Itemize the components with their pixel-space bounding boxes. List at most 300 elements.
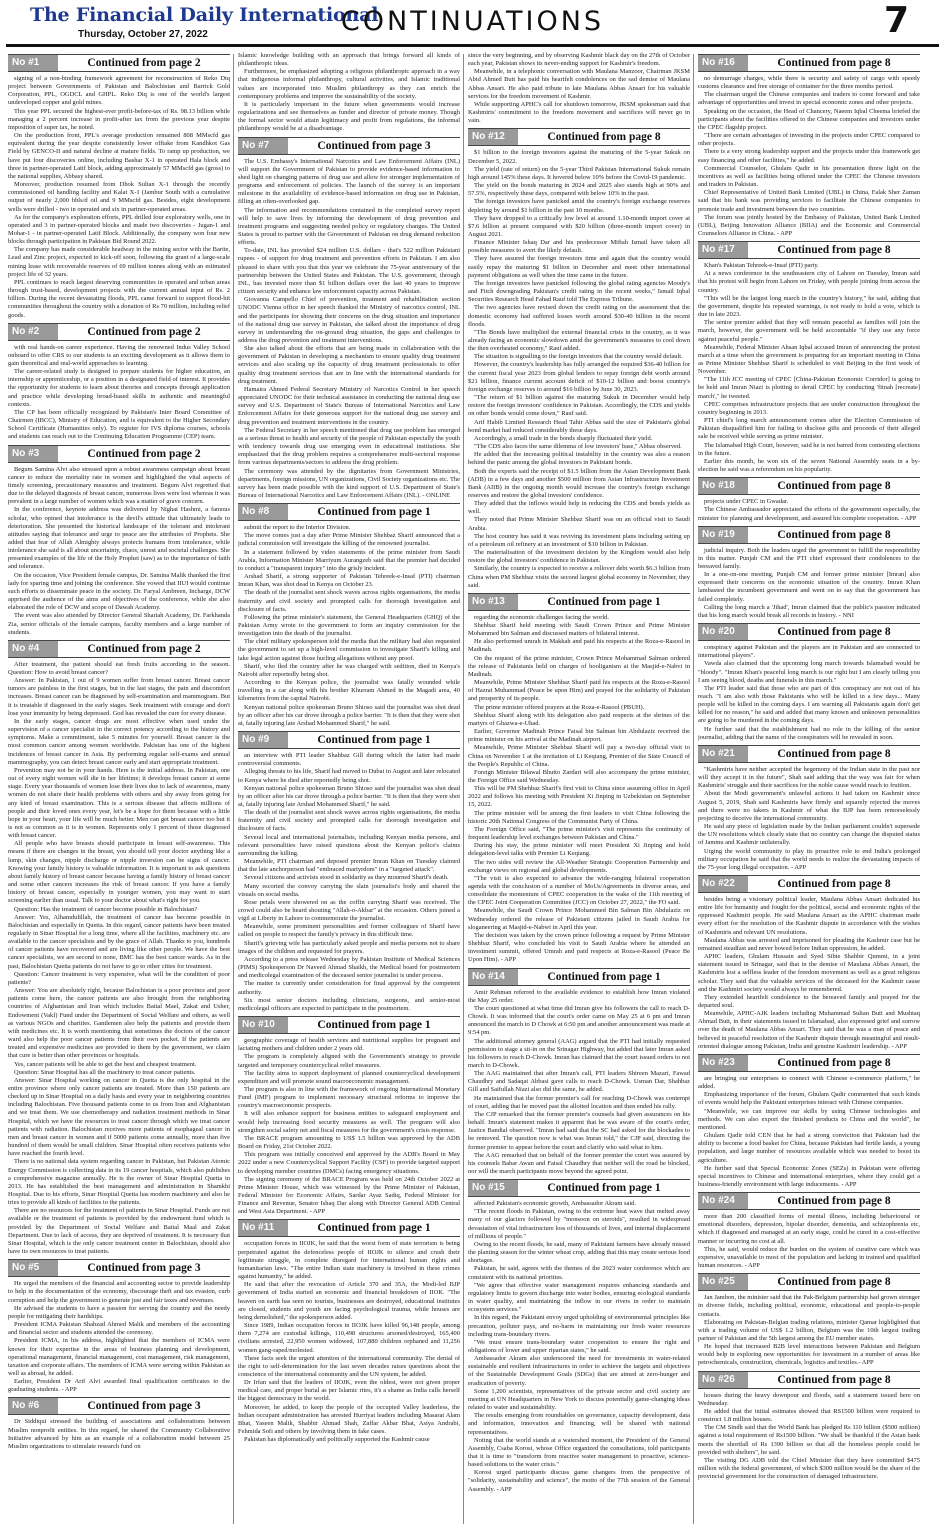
article <box>698 1192 920 1270</box>
article-paragraph: APHC leaders, Ghulam Hussain and Syed Sibte Shabbir Qummi, in a joint statement issued in Srinagar, said that in the demise of Maulana Abbas Ansari, the Kashmiris lost a selfless leader of the freedom movement as well as a great religious scholar. They said that the valuable services of the deceased for the Kashmir cause and the Kashmiri society would always be remembered. <box>698 953 920 993</box>
article-paragraph: "Kashmiris have neither accepted the hegemony of the Indian state in the past nor will they accept it in the future", Shah said adding that the way was fair for when Kashmiris' struggle and their sacrifices for the noble cause would reach to fruition. <box>698 765 920 790</box>
article-paragraph: The signing ceremony of the BRACE Program was held on 24th October 2022 at Prime Minister House, which was witnessed by the Prime Minister of Pakistan, Federal Minister for Economic Affairs, Sardar Ayaz Sadiq, Federal Minister for Finance and Revenue, Senator Ishaq Dar along with Director General ADB Central and West Asia Department. - APP <box>238 1175 460 1216</box>
continued-from-label: Continued from page 2 <box>87 642 201 655</box>
column-4 <box>698 52 920 1526</box>
article-number-badge: No #8 <box>238 504 288 520</box>
article-paragraph: Six most senior doctors including clinicians, surgeons, and senior-most medicolegal officers are expected to participate in the postmortem. <box>238 996 460 1012</box>
article-paragraph: Several citizens and activists stood in solidarity as they mourned Sharif's death. <box>244 874 449 882</box>
article-header <box>468 128 690 146</box>
article-header <box>698 1371 920 1389</box>
article-paragraph: Vawda also claimed that the upcoming long march towards Islamabad would be "bloody". "Imran Khan's peaceful long march is our right but I am clearly telling you I am seeing blood, deaths and funerals in this march." <box>698 660 920 684</box>
article-paragraph: In a statement followed by video statements of the prime minister from Saudi Arabia, Information Minister Marriyum Aurangzeb said that the premier had decided to conduct a "transparent inquiry" into the grisly incident. <box>238 548 460 572</box>
article <box>8 323 230 442</box>
article-number-badge: No #12 <box>468 129 518 145</box>
article-paragraph: Shehbaz Sharif held meeting with Saudi Crown Prince and Prime Minister Mohammed bin Salman and discussed matters of bilateral interest. <box>468 622 690 638</box>
article-header <box>698 54 920 72</box>
article-number-badge: No #7 <box>238 138 288 154</box>
article-paragraph: The foreign investors have panicked following the global rating agencies Moody's and Fitch downgrading Pakistan's credit rating in the recent weeks," Ismail Iqbal Securities Research Head Fahad Rauf told The Express Tribune. <box>468 279 690 304</box>
column-divider <box>693 54 694 1524</box>
article <box>8 1259 230 1394</box>
article-paragraph: The two sides will review the All-Weather Strategic Cooperation Partnership and exchange views on regional and global developments. <box>468 858 690 874</box>
article-paragraph: Earlier, President Dr Arif Alvi awarded final qualification certificates to the graduating students. - APP <box>8 1378 230 1394</box>
article-header <box>468 968 690 986</box>
article-number-badge: No #14 <box>468 969 518 985</box>
article <box>698 1371 920 1482</box>
continued-from-label: Continued from page 3 <box>317 139 431 152</box>
article-paragraph: Commercial Counselor, Ghulam Qadir in his presentation threw light on the incentives as well as facilities being offered under the CPEC the Chinese investors and traders in Pakistan. <box>698 164 920 189</box>
column-2 <box>238 52 460 1526</box>
continued-from-label: Continued from page 8 <box>777 1276 891 1289</box>
article-paragraph: At a news conference in the southeastern city of Lahore on Tuesday, Imran said that his protest will begin from Lahore on Friday, with people joining from across the country. <box>698 270 920 294</box>
article-paragraph: Emphasizing importance of the forum, Ghulam Qadir commented that such kinds of events would help the Pakistani enterprises interact with Chinese companies. <box>698 1091 920 1107</box>
article-paragraph: houses during the heavy downpour and floods, said a statement issued here on Wednesday. <box>698 1391 920 1407</box>
article-paragraph: Kenyan national police spokesman Bruno Shioso said the journalist was shot dead by an officer after his car drove through a police barrier. "It is then that they were shot at, fatally injuring late Arshad Mohammed Sharif," he said. <box>238 703 460 727</box>
article-number-badge: No #6 <box>8 1398 58 1414</box>
article-paragraph: As for the company's exploration efforts, PPL drilled four exploratory wells, one in operated and 3 in partner-operated blocks and made two discoveries - Jugan-1 and Mohar-1 - in partner-operated Latif Block. Additionally, the company won four new blocks through participation in Pakistan Bid Round 2022. <box>8 213 230 246</box>
article-paragraph: There are no resources for the treatment of patients in Sinar Hospital. Funds are not available or the treatment of patients is provided by the endowment fund which is provided by the Department of Social Welfare and Baital Maal and Zakat Department. Due to lack of access, they are deprived of treatment. It is necessary that Sinar Hospital, which is the only cancer treatment center in Balochistan, should also have its own resources to treat patients. <box>8 1207 230 1256</box>
article-paragraph: He added that the initial estimates showed that RS1500 billion were required to construct 1.8 million houses. <box>698 1407 920 1424</box>
article <box>698 745 920 872</box>
article-paragraph: He added that the increasing political instability in the country was also a reason behind the panic among the global investors in Pakistani bonds. <box>468 451 690 467</box>
article-paragraph: According to the Kenyan police, the journalist was fatally wounded while travelling in a car along with his brother Khurram Ahmed in the Magadi area, 40 kilometres from the capital Nairobi. <box>238 679 460 703</box>
article-paragraph: Question: Sinar Hospital has all the machinery to treat cancer patients. <box>14 1068 196 1076</box>
article-paragraph: The information and recommendations contained in the completed survey report will help to save lives by informing the development of drug prevention and treatment programs and suggesting needed policy or regulatory changes. The United States is proud to partner with the Government of Pakistan on drug demand reduction efforts. <box>238 206 460 247</box>
article-paragraph: The CJP remarked that the former premier's counsels had given assurances on his behalf. Imran's statement makes it apparent that he was aware of the court's order, Justice Bandial observed. "Imran had said that the SC had asked for the blockades to be removed. The question now is what was Imran told," the CJP said, directing the former premier to appear before the court and clarify who said what to him. <box>468 1110 690 1151</box>
article-paragraph: Pakistan has diplomatically and politically supported the Kashmir cause <box>244 1436 430 1444</box>
article-header <box>238 503 460 521</box>
article-header <box>8 1397 230 1415</box>
article-paragraph: The Federal Secretary in her speech mentioned that drug use problem has emerged as a serious threat to health and security of the people of Pakistan especially the youth with tendency towards drug use emerging even in educational institutions. She emphasized that the drug problem requires a comprehensive multi-sectoral response from various departments/sectors to address the drug problem. <box>238 426 460 467</box>
page-number: 7 <box>883 0 909 41</box>
continued-from-label: Continued from page 1 <box>317 506 431 519</box>
article-paragraph: Shehbaz Sharif along with his delegation also paid respects at the shrines of the martyrs of Ghazwa-e-Uhad. <box>468 711 690 727</box>
article-number-badge: No #17 <box>698 242 748 258</box>
article-paragraph: Arif Habib Limited Research Head Tahir Abbas said the size of Pakistan's global bond market had reduced considerably these days. <box>468 418 690 434</box>
article-paragraph: The Chinese Ambassador appreciated the efforts of the government especially, the minister for planning and development, and assured his complete cooperation. - APP <box>698 506 920 522</box>
article-paragraph: Yes, cancer patients will be able to get the best and cheapest treatment. <box>14 1060 197 1068</box>
article-paragraph: There is a very strong leadership support and the projects under this framework get easy financing and other facilities," he added. <box>698 148 920 164</box>
continued-from-label: Continued from page 1 <box>317 1019 431 1032</box>
article-paragraph: He further said that Special Economic Zones (SEZs) in Pakistan were offering special incentives to Chinese and international enterprises, where they could get a business-friendly environment with large inducements. - APP <box>698 1164 920 1188</box>
continued-from-label: Continued from page 8 <box>777 626 891 639</box>
article-paragraph: Pakistan, he said, agrees with the themes of the 2023 water conference which are consistent with its national priorities. <box>468 1265 690 1281</box>
article-paragraph: Meanwhile, the Saudi Crown Prince Mohammed Bin Salman Bin Abdulaziz on Wednesday ordered the release of Pakistani citizens jailed in Saudi Arabia for sloganeering at Masjid-e-Nabwi in April this year. <box>468 907 690 931</box>
continued-from-label: Continued from page 3 <box>87 1400 201 1413</box>
issue-date: Thursday, October 27, 2022 <box>78 29 208 40</box>
article-paragraph: Sharif, who fled the country after he was charged with sedition, died in Kenya's Nairobi after reportedly being shot. <box>238 662 460 678</box>
article-number-badge: No #15 <box>468 1180 518 1196</box>
masthead <box>0 0 945 52</box>
article <box>468 52 690 125</box>
article <box>698 477 920 522</box>
article-paragraph: $1 billion to the foreign investors against the maturing of the 5-year Sukuk on December 5, 2022. <box>468 149 690 165</box>
article-header <box>238 1016 460 1034</box>
article-number-badge: No #23 <box>698 1055 748 1071</box>
article-paragraph: The chief military spokesperson told the media that the military had also requested the government to set up a high-level commission to investigate Sharif's killing and take legal action against those hurling allegations without any proof. <box>238 638 460 662</box>
article <box>8 445 230 637</box>
article-paragraph: This program was initially conceived and approved by the ADB's Board in May 2022 under a new Countercyclical Support Facility (CSF) to provide targeted support to developing member countries (DMCs) facing emergency situations. <box>238 1151 460 1175</box>
article <box>238 1016 460 1216</box>
article-paragraph: This will be PM Shehbaz Sharif's first visit to China since assuming office in April 2022 and follows his meeting with President Xi Jinping in Uzbekistan on September 15, 2022. <box>468 785 690 809</box>
article-paragraph: PTI chief's long march announcement comes after the Election Commission of Pakistan disqualified him for failing to disclose gifts and proceeds of their alleged sale he received while serving as prime minister. <box>698 417 920 441</box>
article-paragraph: The PTI leader said that those who are part of this conspiracy are not out of his reach. "I am also with those Pakistanis who will be killed in a few days... Many people will be killed in the coming days. I am warning all Pakistanis again don't get killed for no reason," he said and added that many known and unknown personalities are going to be murdered in the coming days. <box>698 684 920 725</box>
article-paragraph: Khan's Pakistan Tehreek-e-Insaf (PTI) party. <box>704 262 819 270</box>
article-paragraph: According to a press release Wednesday by Pakistan Institute of Medical Sciences (PIMS) Spokesperson Dr Naveed Ahmad Shaikh, the Medical board for postmortem and medicolegal examination of the deceased senior journalist is under process. <box>238 955 460 980</box>
article-paragraph: The program is also in line with the framework of ongoing International Monetary Fund (IMF) program to implement necessary structural reforms to improve the country's macroeconomic prospects. <box>238 1085 460 1110</box>
article-paragraph: affected Pakistan's economic growth, Ambassador Akram said. <box>474 1200 636 1208</box>
article-paragraph: Speaking on the occasion, the Head of Chancery, Naeem Iqbal Cheema briefed the participants about the facilities offered to the Chinese companies and investors under the CPEC flagship project. <box>698 107 920 131</box>
article-paragraph: The materialisation of the investment decision by the Kingdom would also help restore the global investors' confidence in Pakistan. <box>468 549 690 565</box>
article-number-badge: No #4 <box>8 641 58 657</box>
article-paragraph: He advised the students to have a passion for serving the country and the needy people for mitigating their hardships. <box>8 1304 230 1320</box>
continued-from-label: Continued from page 8 <box>777 528 891 541</box>
article-paragraph: CPEC comprises infrastructure projects that are under construction throughout the country beginning in 2013. <box>698 400 920 416</box>
article-paragraph: Chief Representative of United Bank Limited (UBL) in China, Falak Sher Zaman said that his bank was providing services to facilitate the Chinese companies to promote trade and investment between the two countries. <box>698 189 920 213</box>
article-paragraph: Meanwhile, Prime Minister Shehbaz Sharif paid his respects at the Roza-e-Rasool of Hazrat Muhammad (Peace be upon Him) and prayed for the solidarity of Pakistan and prosperity of its people. <box>468 679 690 703</box>
article-paragraph: The yield on the bonds maturing in 2024 and 2025 also stands high at 90% and 57.5%, respectively these days, compared with below 10% in the past. <box>468 182 690 198</box>
article <box>8 1397 230 1451</box>
article-paragraph: The program is completely aligned with the Government's strategy to provide targeted and temporary countercyclical relief measures. <box>238 1053 460 1069</box>
article-paragraph: Answer: In Pakistan, 1 out of 9 women suffer from breast cancer. Breast cancer tumors are painless in the first stages, but in the last stages, the pain and discomfort increases. Breast cancer can be diagnosed by self-examination and mammogram. But it is treatable if diagnosed in the early stages. Seek treatment with courage and don't lose your immunity by being depressed. God has revealed the cure for every disease. <box>8 677 230 717</box>
article-number-badge: No #21 <box>698 746 748 762</box>
article-paragraph: It is particularly important in the future when governments would increase regularizations and see themselves as funder and director of private money. Though the formal sector would attain legitimacy and profit from regulations, the informal philanthropy would be at a disadvantage. <box>238 100 460 133</box>
article-header <box>238 137 460 155</box>
article-paragraph: The ceremony was attended by the dignitaries from Government Ministries, departments, foreign missions, UN organizations, Civil Society organizations etc. The survey has been made possible with the kind support of U.S. Department of State's Bureau of International Narcotics and Law Enforcement Affairs (INL). - ONLINE <box>238 467 460 499</box>
article-paragraph: To-date, INL has provided $24 million U.S. dollars - that's 522 million Pakistani rupees - of support for drug treatment and prevention efforts in Pakistan. I am also pleased to share with you that this year we celebrate the 75-year anniversary of the partnership between the United States and Pakistan. The U.S. government, through INL, has invested more than $1 billion dollars over the last 40 years to improve citizen security and enhance law enforcement capacity across Pakistan. <box>238 247 460 296</box>
article-paragraph: "This will be the largest long march in the country's history," he said, adding that the government, despite his repeated warnings, is not ready to hold a vote, which is due in late 2023. <box>698 294 920 319</box>
article-paragraph: In this regard, the Pakistani envoy urged upholding of environmental principles like precaution, polluter pays, and no-harm in maintaining our fresh water resources including trans-boundary rivers. <box>468 1314 690 1338</box>
article-paragraph: He hoped that increased B2B level interactions between Pakistan and Belgium would help in exploring new opportunities for investment in a number of areas like petrochemicals, construction, chemicals, logistics and textiles.- APP <box>698 1343 920 1367</box>
continued-from-label: Continued from page 8 <box>777 1056 891 1069</box>
article-paragraph: The U.S. Embassy's International Narcotics and Law Enforcement Affairs (INL) will support the Government of Pakistan to provide evidence-based information to shed light on changing patterns of drug use and allow for stronger implementation of programs and enforcement of policies. The launch of the survey is an important milestone in the availability of evidence-based information on drug use in Pakistan, filling an often-overlooked gap. <box>238 157 460 206</box>
article-paragraph: Question: Has the treatment of cancer become possible in Balochistan? <box>14 905 198 913</box>
article-paragraph: The AAG maintained that after Imran's call, PTI leaders Shireen Mazari, Fawad Chaudhry and Sadaqat Abbasi gave calls to reach D-Chowk. Usman Dar, Shahbaz Gill and Saifullah Niazi also did the same, he added. <box>468 1070 690 1094</box>
article-paragraph: The death of the journalist sent shock waves across rights organisations, the media fraternity and civil society and prompted calls for thorough investigation and disclosure of facts. <box>238 809 460 833</box>
article-paragraph: more than 200 classified forms of mental illness, including behavioural or emotional disorders, depression, bipolar disorder, dementia, and schizophrenia etc, which if diagnosed and managed at an early stage, could be cured in a cost-effective manner or incurring no cost at all. <box>698 1213 920 1245</box>
article <box>238 503 460 728</box>
article-paragraph: Islamic knowledge building with an approach that brings forward all kinds of philanthropic ideas. <box>238 52 460 68</box>
article-paragraph: Answer: Yes, Alhamdulillah, the treatment of cancer has become possible in Balochistan and especially in Quetta. In this regard, cancer patients have been treated regularly in Sinar Hospital for a long time, where all the facilities, machinery etc. are available to the cancer specialists and by the grace of Allah. Thanks to you, hundreds of cancer patients have recovered and are living like other people. We have the best cancer specialists, we are second to none, BMC has the best cancer wards. As in the past, Balochistan Quetta patients do not have to go to other cities for treatment. <box>8 913 230 970</box>
article-header <box>698 623 920 641</box>
article-number-badge: No #26 <box>698 1372 748 1388</box>
article-paragraph: About the Modi government's unlawful actions it had taken on Kashmir since August 5, 2019, Shah said Kashmiris have firmly and squarely rejected the moves and there were no takers in Kashmir of what the BJP has been remorselessly projecting to deceive the international community. <box>698 790 920 822</box>
article <box>698 623 920 742</box>
article-number-badge: No #20 <box>698 624 748 640</box>
continued-from-label: Continued from page 8 <box>777 1373 891 1386</box>
article-paragraph: are bringing our enterprises to connect with Chinese e-commerce platform," he added. <box>698 1074 920 1091</box>
column-divider <box>233 54 234 1524</box>
article-paragraph: Similarly, the country is expected to receive a rollover debt worth $6.3 billion from China when PM Shehbaz visits the second largest global economy in November, they said. <box>468 565 690 589</box>
article-paragraph: However, the country's leadership has fully arranged the required $36-40 billion for the current fiscal year 2023 from global lenders to repay foreign debt worth around $21 billion, finance current account deficit of $10-12 billion and boost country's foreign exchange reserves to around $16 billion by June 30, 2023. <box>468 361 690 393</box>
article <box>698 54 920 238</box>
article-paragraph: He said that after the revocation of Article 370 and 35A, the Modi-led BJP government of India started an economic and financial breakdown of IIOK. "The heaven on earth has seen no tourists, businesses are destroyed, educational institutes are closed, students and youth are facing psychological trauma, while houses are being demolished," the spokesperson added. <box>238 1281 460 1321</box>
article-paragraph: Some 1,200 scientists, representatives of the private sector and civil society are meeting at UN Headquarters in New York to discuss potentially game-changing ideas related to water and sustainability. <box>468 1387 690 1412</box>
article-number-badge: No #3 <box>8 446 58 462</box>
article-paragraph: "Meanwhile, we can improve our skills by using Chinese technologies and methods. We can also export the finished products to China and the world", he mentioned. <box>698 1107 920 1131</box>
article <box>468 128 690 589</box>
article-paragraph: besides being a visionary political leader, Maulana Abbas Ansari dedicated his entire life for humanity and fought for the political, social and economic rights of the oppressed Kashmiri people. He said Maulana Ansari as the APHC chairman made every effort for the resolution of the Kashmir dispute in accordance with the wishes of Kashmiris and relevant UN resolutions. <box>698 895 920 936</box>
article-paragraph: projects under CPEC in Gwadar. <box>704 498 789 506</box>
article <box>698 526 920 620</box>
article-paragraph: Noting that the world stands at a watershed moment, the President of the General Assembly, Csaba Korosi, whose Office organized the consultations, told participants that it is time to "transform from reactive water management to proactive, science-based solutions to the water crisis." <box>468 1436 690 1469</box>
article-paragraph: Giovanna Campello Chief of prevention, treatment and rehabilitation section UNODC Vienna office in her speech thanked the Ministry of narcotics control, INL and the participants for showing their concerns on the drug situation and importance of the national drug use survey in Pakistan, she talked about the importance of drug survey in understanding the on-ground drug situation, the gaps and challenges to address the drug prevention and treatment interventions. <box>238 296 460 344</box>
article-paragraph: This year PPL secured the highest-ever profit-before-tax of Rs. 98.13 billion while managing a 2 percent increase in profit-after tax from the previous year despite imposition of super tax, he noted. <box>8 107 230 131</box>
article-paragraph: The facility aims to support deployment of planned countercyclical development expenditure and will promote sound macroeconomic management. <box>238 1069 460 1085</box>
article-number-badge: No #16 <box>698 55 748 71</box>
article-number-badge: No #24 <box>698 1193 748 1209</box>
column-3 <box>468 52 690 1526</box>
article <box>698 241 920 474</box>
article-number-badge: No #25 <box>698 1274 748 1290</box>
article-number-badge: No #18 <box>698 478 748 494</box>
article-header <box>8 1259 230 1277</box>
article-header <box>698 745 920 763</box>
article <box>468 1179 690 1494</box>
article-paragraph: After treatment, the patient should eat fresh fruits according to the season. Question: How to avoid breast cancer? <box>8 660 230 676</box>
article-paragraph: Dr Irfan said that the leaders of IIOJK, even the oldest, were not given proper medical care, and proper burial as per Islamic rites, it's a shame as India calls herself the biggest democracy in the world. <box>238 1379 460 1403</box>
article-paragraph: "There are certain advantages of investing in the projects under CPEC compared to other projects. <box>698 132 920 148</box>
article-paragraph: Foreign Minister Bilawal Bhutto Zardari will also accompany the prime minister, the Foreign Office said Wednesday. <box>468 768 690 784</box>
article-paragraph: These facts seek the urgent attention of the international community. The denial of the right to self-determination for the last seven decades raises questions about the conscience of the international community and the UN system, he added. <box>238 1354 460 1378</box>
article-paragraph: Arshad Sharif, a strong supporter of Pakistan Tehreek-e-Insaf (PTI) chairman Imran Khan, was shot dead in Kenya on October 23. <box>238 573 460 589</box>
article-number-badge: No #11 <box>238 1220 288 1236</box>
article-header <box>238 731 460 749</box>
article-paragraph: The BRACE program amounting to US$ 1.5 billion was approved by the ADB Board on Friday, 21st October 2022. <box>238 1134 460 1151</box>
article-paragraph: "We must ensure trans-boundary water cooperation to ensure the right and obligations of lower and upper riparian states," he said. <box>468 1338 690 1354</box>
article-paragraph: signing of a non-binding framework agreement for reconstruction of Reko Diq project between Governments of Pakistan and Balochistan and Barrick Gold Corporation, PPL, OGDCL and GHPL. Reko Diq is one of the world's largest undeveloped copper and gold mines. <box>8 75 230 107</box>
article-paragraph: The yield (rate of return) on the 5-year Third Pakistan International Sukuk remain high around 145% these days. It hovered below 10% before the Covid-19 pandemic. <box>468 165 690 181</box>
article-paragraph: Moreover, production resumed from Dhok Sultan X-1 through the recently commissioned oil handling facility and Kalat X-1 (Jambur South with a cumulative output of nearly 2,000 bbls/d oil and 9 MMscfd gas. Besides, eight development wells were drilled - two in operated and six in partner-operated areas. <box>8 181 230 213</box>
article-paragraph: "The Bonds have multiplied the external financial crisis in the country, as it was already facing an economic slowdown amid the government's measures to cool down the then overheated economy," Rauf added. <box>468 328 690 353</box>
article-header <box>468 1179 690 1197</box>
article-paragraph: "The return of $1 billion against the maturing Sukuk in December would help restore the foreign investors' confidence in Pakistan. Accordingly, the CDS and yields on other bonds would come down," Rauf said. <box>468 394 690 418</box>
article-paragraph: since the very beginning, and by observing Kashmir black day on the 27th of October each year, Pakistan shows its never-ending support for Kashmir's freedom. <box>468 52 690 68</box>
article-paragraph: The decision was taken by the crown prince following a request by Prime Minister Shehbaz Sharif, who concluded his visit to Saudi Arabia where he attended an investment summit, offered Umrah and paid respects at Roza-e-Rasool (Peace Be Upon Him). - APP <box>468 931 690 964</box>
article-paragraph: Moreover, he added, to keep the people of the occupied Valley leaderless, the Indian occupant administration has arrested Hurriyat leaders including Masarat Alam Bhat, Yaseen Malik, Shabbir Ahmad Shah, Zaffar Akbar Bhat, Asiya Andrabi, Fehmida Sofi and others by involving them in fake cases. <box>238 1403 460 1436</box>
article-paragraph: He urged the members of the financial and accounting sector to provide leadership to help in the documentation of the economy, discourage theft and tax evasion, curb corruption and help the government to generate just and fair taxes and revenues. <box>8 1280 230 1304</box>
article-paragraph: geographic coverage of health services and nutritional supplies for pregnant and lactating mothers and children under 2 years old. <box>238 1037 460 1053</box>
article-paragraph: Jan Jambon, the minister said that the Pak-Belgium partnership had grown stronger in diverse fields, including political, economic, educational and people-to-people contacts. <box>698 1294 920 1318</box>
section-title: CONTINUATIONS <box>340 6 605 37</box>
continued-from-label: Continued from page 2 <box>87 447 201 460</box>
continued-from-label: Continued from page 2 <box>87 57 201 69</box>
article-paragraph: On the request of the prime minister, Crown Prince Mohammad Salman ordered the release of Pakistanis held on charges of hooliganism at the Masjid-e-Nabvi in Madinah. <box>468 654 690 678</box>
article-header <box>238 1219 460 1237</box>
article-paragraph: They extended heartfelt condolence to the bereaved family and prayed for the departed soul. <box>698 993 920 1009</box>
article-paragraph: There is no national data system regarding cancer in Pakistan, but Pakistan Atomic Energy Commission is collecting data in its 19 cancer hospitals, which also publishes a comprehensive magazine annually. He is the owner of Sinar Hospital Quetta in 2013. He has established the best management and administration in Shamkhi Hospital. Due to his efforts, Sinar Hospital Quetta has modern machinery and also he tries to provide all kinds of facilities to the patients. <box>8 1158 230 1207</box>
article-header <box>698 1192 920 1210</box>
article-paragraph: Prevention may not be in your hands. Here is the initial address. In Pakistan, one out of every eight women will die in her lifetime; it develops breast cancer at some stage. Every year thousands of women lose their lives due to lack of awareness, many women do not share their health problems with others and shy away from going for any kind of breast examination. This is a serious disease that affects millions of people and their loved ones every year, let's be a hope for them because with a little hope in your heart, your life will be much better. Men can get breast cancer too but it is not as common as it is in women. Represents only 1 percent of those diagnosed with breast cancer. <box>8 766 230 840</box>
continued-from-label: Continued from page 8 <box>777 747 891 760</box>
article-paragraph: "The CDS also faces the same dilemma of low investors' base," Abbas observed. <box>474 443 682 451</box>
article-paragraph: Meanwhile, in a telephonic conversation with Maulana Manzoor, Chairman JKSM Abid Ahmed Butt has paid his heartfelt condolences on the sad demise of Maulana Abbas Ansari. He also paid tribute to late Maulana Abbas Ansari for his valuable services for the freedom movement of Kashmir. <box>468 68 690 100</box>
masthead-rule <box>6 44 939 47</box>
article-header <box>8 54 230 72</box>
article <box>238 52 460 134</box>
article-paragraph: On the production front, PPL's average production remained 808 MMscfd gas equivalent during the year despite consistently lower offtake from Kandhkot Gas Field by GENCO-II and natural decline at mature fields. To ramp up production, we have put four discoveries online, including Bashar X-1 in operated Hala block and three in partner-operated Latif block, adding approximately 57 MMscfd gas (gross) to the national supplies, Abbasy shared. <box>8 132 230 180</box>
article <box>698 875 920 1051</box>
column-1 <box>8 52 230 1526</box>
article <box>8 640 230 1256</box>
continued-from-label: Continued from page 8 <box>777 480 891 493</box>
article-paragraph: Earlier this month, he won six of the seven National Assembly seats in a by-election he said was a referendum on his popularity. <box>698 457 920 474</box>
article-paragraph: President ICMA Pakistan Shahzad Ahmed Malik and members of the accounting and financial sector and students attended the ceremony. <box>8 1321 230 1337</box>
article-paragraph: Several local and international journalists, including Kenyan media persons, and relevant personalities have raised questions about the Kenyan police's claims surrounding the killing. <box>238 833 460 857</box>
article-paragraph: Urging the world community to play its proactive role to end India's prolonged military occupation he said that the world needs to realize the devastating impacts of the 75-year long illegal occupation. - APP <box>698 847 920 871</box>
article-paragraph: The senior premier added that they will remain peaceful as families will join the march, however, the government will be held accountable "if they use any force against peaceful people." <box>698 319 920 343</box>
newspaper-logo: The Financial Daily International <box>30 4 379 26</box>
article-paragraph: The two agencies have revised down the credit rating on the assessment that the domestic economy had suffered losses worth around $30-40 billion in the recent floods. <box>468 304 690 328</box>
article-paragraph: Accordingly, a small trade in the bonds sharply fluctuated their yield. <box>474 434 653 442</box>
article-paragraph: conspiracy against Pakistan and the players are in Pakistan and are connected to international players". <box>698 644 920 660</box>
continued-from-label: Continued from page 1 <box>317 1222 431 1235</box>
article-paragraph: In a one-on-one meeting, Punjab CM and former prime minister [Imran] also expressed their concerns on the economic situation of the country. Imran Khan lambasted the incumbent government and went on to say that the government has failed completely. <box>698 571 920 603</box>
article-paragraph: It will also enhance support for business entities to safeguard employment and would help increasing food security measures as well. The program will also strengthen social safety net and fiscal measures for the government's crisis response. <box>238 1110 460 1134</box>
article-paragraph: He further said that the establishment had no role in the killing of the senior journalist, adding that the name of the conspirators will be revealed in soon. <box>698 725 920 741</box>
article-paragraph: Alleging threats to his life, Sharif had moved to Dubai in August and later relocated to Kenya where he died after reportedly being shot. <box>238 768 460 784</box>
article-paragraph: The CP has been officially recognized by Pakistan's Inter Board Committee of Chairmen (IBCC), Ministry of Education, and is equivalent to the Higher Secondary School Certificate (Humanities only). To register for IVS diploma courses, schools and students can reach out to the Continuing Education Programme (CEP) team. <box>8 408 230 441</box>
article-header <box>698 526 920 544</box>
continued-from-label: Continued from page 8 <box>777 1195 891 1208</box>
article-paragraph: Maulana Abbas was arrested and imprisoned for pleading the Kashmir case but he remained steadfast and never bowed before Indian oppression, he added. <box>698 936 920 952</box>
article-paragraph: no demurrage charges, while there is security and safety of cargo with speedy customs clearance and free storage of container for the three months period. <box>698 75 920 91</box>
article-paragraph: Following the prime minister's statement, the General Headquarters (GHQ) of the Pakistan Army wrote to the government to form an inquiry commission for the investigation into the death of the journalist. <box>238 613 460 638</box>
article-paragraph: In the early stages, cancer drugs are most effective when used under the supervision of a cancer specialist in the correct potency according to the history and symptoms. Make a commitment, take 5 minutes for yourself. Breast cancer is the most common cancer among women worldwide. Pakistan has one of the highest incidences of breast cancer in Asia. By performing regular self-exams and annual mammography, you can detect breast cancer early and start appropriate treatment. <box>8 717 230 766</box>
article-paragraph: Sharif's grieving wife has particularly asked people and media persons not to share images of the children and requested for prayers. <box>238 939 460 955</box>
article-paragraph: Furthermore, he emphasized adopting a religious philanthropic approach in a way that indigenous informal philanthropy, cultural activities, and Islamic traditional values are incorporated into Muslim philanthropy as they can enrich the contemporary problems and improve the sustainability of the society. <box>238 68 460 100</box>
article-paragraph: They have assured the foreign investors time and again that the country would easily repay the maturing $1 billion in December and meet other international payment obligations as well when the time came in the future. <box>468 255 690 279</box>
article-number-badge: No #13 <box>468 594 518 610</box>
continued-from-label: Continued from page 1 <box>547 595 661 608</box>
article-number-badge: No #2 <box>8 324 58 340</box>
article-paragraph: Finance Minister Ishaq Dar and his predecessor Miftah Ismail have taken all possible measures to avert the likely default. <box>468 239 690 255</box>
article-paragraph: Calling the long march a 'Jihad', Imran claimed that the public's passion indicated that his long march would break all records in history. - NNI <box>698 603 920 619</box>
article-paragraph: He maintained that the former premier's call for reaching D-Chowk was contempt of court, adding that he moved past the allotted location and then ended his rally. <box>468 1094 690 1110</box>
article-paragraph: In the conference, keynote address was delivered by Nighat Hashmi, a famous scholar, who opined that intolerance is the devil's attitude that ultimately leads to deterioration. She presented the historical landscape of the tolerant and intolerant attitudes saying that tolerance and urge to peace are the attributes of Prophets. She added that fear of Allah Almighty always protects humans from intolerance, while intolerance she said is all about uncertainty, chaos, unrest and societal challenges. She presented examples of the life of the Holy Prophet (saw) as to the importance of faith and tolerance. <box>8 506 230 571</box>
article-paragraph: The prime minister will be among the first leaders to visit China following the historic 20th National Congress of the Communist Party of China. <box>468 809 690 825</box>
article-paragraph: The additional attorney general (AAG) argued that the PTI had initially requested permission to stage a sit-in on the Srinagar Highway, but added that later Imran asked his followers to reach D-Chowk. Imran has claimed that the court issued orders to not march to D-Chowk. <box>468 1037 690 1069</box>
article-paragraph: submit the report to the Interior Division. <box>244 524 351 532</box>
article-header <box>8 445 230 463</box>
article-paragraph: During his stay, the prime minister will meet President Xi Jinping and hold delegation-level talks with Premier Li Keqiang. <box>468 842 690 858</box>
article-paragraph: The situation is signalling to the foreign investors that the country would default. <box>474 353 683 361</box>
article <box>468 593 690 965</box>
article-paragraph: The chairman urged the Chinese companies and traders to come forward and take advantage of opportunities and invest in special economic zones and other projects. <box>698 91 920 107</box>
article-paragraph: All people who have breasts should participate in breast self-awareness. This means if there are changes in the breast, you should tell your doctor anything like a lump, skin changes, nipple discharge or nipple inversion can be signs of cancer. Knowing your family history is valuable information. It is important to ask questions about family history of breast cancer because having a family history of breast cancer and some other cancers increases the risk of breast cancer. If you have a family history of breast cancer, especially in younger women, you may want to start screening earlier than usual. Talk to your doctor about what's right for you. <box>8 840 230 905</box>
article-paragraph: They added that the inflows would help in reducing the CDS and bonds yields as well. <box>468 500 690 516</box>
article-paragraph: Both the experts said the receipt of $1.5 billion from the Asian Development Bank (ADB) in a few days and another $500 million from Asian Infrastructure Investment Bank (AIIB) in the ongoing month would increase the country's foreign exchange reserves and restore the global investors' confidence. <box>468 467 690 499</box>
article-paragraph: Korosi urged participants discuss game changers from the perspective of "solidarity, sustainability and science", the motto of the 77th session of the General Assembly. - APP <box>468 1469 690 1493</box>
continued-from-label: Continued from page 8 <box>777 57 891 69</box>
article-header <box>8 640 230 658</box>
article-number-badge: No #9 <box>238 732 288 748</box>
article-paragraph: Meanwhile, PTI chairman and deposed premier Imran Khan on Tuesday claimed that the late anchorperson had "embraced martyrdom" in a "targeted attack". <box>238 858 460 874</box>
article-paragraph: an interview with PTI leader Shahbaz Gill during which the latter had made controversial comments. <box>238 752 460 768</box>
article-paragraph: While supporting APHC's call for shutdown tomorrow, JKSM spokesman said that Kashmiris' commitment to the freedom movement and sacrifices will never go in vain. <box>468 100 690 125</box>
article-paragraph: "The recent floods in Pakistan, owing to the extreme heat wave that melted away many of our glaciers followed by "monsoon on steroids", resulted in widespread devastation of vital infrastructure loss of thousands of lives, and internal displacement of millions of people." <box>468 1208 690 1240</box>
continued-from-label: Continued from page 1 <box>317 734 431 747</box>
article-paragraph: The CM Sindh said that the World Bank has pledged Rs 110 billion ($500 million) against a total requirement of Rs1500 billion. "We shall be thankful if the Asian bank meets the shortfall of Rs 1390 billion so that all the homeless people could be provided with shelters", he said. <box>698 1424 920 1456</box>
article-paragraph: "The 11th JCC meeting of CPEC [China-Pakistan Economic Corridor] is going to be held and Imran Niazi is plotting to derail CPEC by conducting 'fitnah [recreate] march'," he tweeted. <box>698 376 920 400</box>
article-number-badge: No #10 <box>238 1017 288 1033</box>
continued-from-label: Continued from page 3 <box>87 1262 201 1275</box>
article-number-badge: No #1 <box>8 55 58 71</box>
article <box>468 968 690 1177</box>
article-paragraph: Answer: You are absolutely right, because Balochistan is a poor province and poor patients come here, the cancer patients are also brought from the neighboring countries of Afghanistan and Iran which includes Baital Mael, Zakat and Usher, Endowment (Vakf) Fund under the Department of Social Welfare and others, as well as various NGOs and charities. Gantlemen also help the patients and provide them with medicines etc. It is worth mentioning that sometimes the doctors of the cancer ward also help the poor cancer patients from their own pocket. If the patients are treated and expensive medicines are provided to them by the government, we claim that cure is better than other provinces or hospitals. <box>8 987 230 1060</box>
article-paragraph: President ICMA, in his address, highlighted that the members of ICMA were known for their expertise in the areas of business planning and development, operational management, financial management, cost management, risk management, taxation and corporate affairs. The members of ICMA were serving within Pakistan as well as abroad, he added. <box>8 1337 230 1377</box>
continued-from-label: Continued from page 2 <box>87 325 201 338</box>
article-paragraph: The AAG remarked that on behalf of the former premier the court was assured by his counsels Babar Awan and Faisal Chaudhry that neither will the road be blocked, nor will the march participants move beyond the agreed point. <box>468 1151 690 1175</box>
column-divider <box>463 54 464 1524</box>
article-paragraph: Kenyan national police spokesman Bruno Shioso said the journalist was shot dead by an officer after his car drove through a police barrier. "It is then that they were shot at, fatally injuring late Arshad Mohammed Sharif," he said. <box>238 784 460 808</box>
article-paragraph: "We agree that effective water management requires enhancing standards and regulatory limits to govern discharge into water bodies, ensuring ecological standards in water quality, and maintaining the inflow in our rivers in order to maintain ecosystem services." <box>468 1281 690 1314</box>
article-number-badge: No #22 <box>698 876 748 892</box>
article-paragraph: The prime minister offered prayers at the Roza-e-Rasool (PBUH). <box>474 703 645 711</box>
article-number-badge: No #5 <box>8 1260 58 1276</box>
article <box>238 1219 460 1444</box>
article-paragraph: regarding the economic challenges facing the world. <box>474 613 609 621</box>
article-paragraph: Rose petals were showered on as the coffin carrying Sharif was received. The crowd could also be heard shouting "Allah-o-Akbar" at the occasion. Others joined a vigil at Liberty in Lahore to commemorate the journalist. <box>238 898 460 923</box>
article-paragraph: Hamaira Ahmed Federal Secretary Ministry of Narcotics Control in her speech appreciated UNODC for their technical assistance in conducting the national drug use survey and U.S. Department of State's Bureau of International Narcotics and Law Enforcement Affairs for their generous support for the national drug use survey and drug prevention and treatment interventions in the country. <box>238 385 460 426</box>
article-header <box>698 1273 920 1291</box>
article-header <box>698 1054 920 1072</box>
article-paragraph: They noted that Prime Minister Shehbaz Sharif was on an official visit to Saudi Arabia. <box>468 516 690 532</box>
article-header <box>698 241 920 259</box>
article <box>238 137 460 501</box>
article-paragraph: The visiting DG ADB told the Chief Minister that they have committed $475 million with the federal government, of which $300 million would be the share of the provincial government for the construction of damaged infrastructure. <box>698 1456 920 1481</box>
article <box>698 1054 920 1189</box>
article-paragraph: They have dropped to a critically low level at around 1.10-month import cover at $7.6 billion at present compared with $20 billion (three-month import cover) in August 2021. <box>468 214 690 238</box>
article-paragraph: He said any piece of legislation made by the Indian parliament couldn't supersede the UN resolutions which clearly state that no country can change the disputed status of Jammu and Kashmir unilaterally. <box>698 823 920 847</box>
article-paragraph: Meanwhile, APHC-AJK leaders including Muhammad Sultan Butt and Mushtaq Ahmad Butt, in their statements issued in Islamabad, also expressed grief and sorrow over the death of Maulana Abbas Ansari. They said that he was a man of peace and believed in peaceful resolution of the Kashmir dispute through meaningful and result-oriented dialogue among Pakistan, India and genuine Kashmiri leadership. - APP <box>698 1010 920 1050</box>
article-paragraph: The company has made considerable headway in the mining sector with the Barite, Lead and Zinc project, expected to kick-off soon, following the grant of a large-scale mining lease with recoverable reserves of 69 million tonnes along with an estimated project life of 32 years. <box>8 246 230 278</box>
article-paragraph: The foreign investors have panicked amid the country's foreign exchange reserves depleting by around $1 billion in the past 10 months. <box>468 198 690 214</box>
article-header <box>8 323 230 341</box>
article-paragraph: Since 1989, Indian occupation forces in IIOJK have killed 96,148 people, among them 7,274 are custodial killings, 110,498 structures arsoned/destroyed, 165,400 civilians arrested, 22,950 women widowed, 107,880 children orphaned and 11,256 women gang-raped/molested. <box>238 1322 460 1354</box>
continued-from-label: Continued from page 1 <box>547 970 661 983</box>
article-header <box>698 875 920 893</box>
article <box>8 54 230 320</box>
article-paragraph: Begum Samina Alvi also stressed upon a robust awareness campaign about breast cancer to reduce the mortality rate in women and highlighted the vital aspects of timely screening, precautionary measures and treatment. Begum Alvi regretted that due to the delayed diagnosis of breast cancer, numerous lives were lost whereas it was prevalent in a large number of women which was a matter of grave concern. <box>8 465 230 506</box>
article-paragraph: The move comes just a day after Prime Minister Shehbaz Sharif announced that a judicial commission will investigate the killing of the renowned journalist. <box>238 532 460 548</box>
continued-from-label: Continued from page 8 <box>777 877 891 890</box>
article-paragraph: PPL continues to reach largest deserving communities in operated and urban areas through trust-based, development projects with the current annual input of Rs. 2 billion. During the recent devastating floods, PPL came forward to support flood-hit communities throughout the country with a donation of Rs 70 million, including relief goods. <box>8 278 230 319</box>
article-paragraph: This, he said, would reduce the burden on the system of curative care which was expensive, unavailable to most of the population and lacking in trained and qualified human resources. - APP <box>698 1245 920 1270</box>
article-paragraph: occupation forces in IIOJK, he said that the worst form of state terrorism is being perpetrated against the defenceless people of IIOJK to silence and crush their legitimate struggle, in complete disregard for international human rights and humanitarian laws. "The entire Indian state machinery is involved in these crimes against humanity," he added. <box>238 1240 460 1281</box>
article-paragraph: Owing to the recent floods, he said, many of Pakistani farmers have already missed the planting season for the winter wheat crop, adding that this may create serious food shortages. <box>468 1240 690 1265</box>
article-paragraph: Earlier, Governor Madinah Prince Faisal bin Salman bin Abdulaziz received the prime minister on his arrival at the Madinah airport. <box>468 728 690 744</box>
article-paragraph: The forum was jointly hosted by the Embassy of Pakistan, United Bank Limited (UBL), Beijing Innovation Alliance (BIIA) and the Economic and Commercial Counselors Alliance in China. - APP <box>698 213 920 237</box>
article-paragraph: with real hands-on career experience. Having the renowned Indus Valley School onboard to offer CRS to our students is an exciting development as it allows them to gain theoretical and real-world approaches to learning. <box>8 343 230 367</box>
article-paragraph: Dr Siddiqui stressed the building of associations and collaborations between Muslim nonprofit entities. In this regard, he shared the Community Collaborative Initiative advanced by him as an example of a collaboration model between 25 Muslim organizations to stimulate research fund on <box>8 1418 230 1450</box>
article-paragraph: The career-related study is designed to prepare students for higher education, an internship or apprenticeship, or a position in a designated field of interest. It provides the opportunity for students to learn about theories and concepts through application and practice while developing broad-based skills in authentic and meaningful contexts. <box>8 368 230 408</box>
article-paragraph: Question: Cancer treatment is very expensive, what will be the condition of poor patients? <box>8 970 230 986</box>
article-paragraph: Meanwhile, Federal Minister Ahsan Iqbal accused Imran of announcing the protest march at a time when the government is preparing for an important meeting in China as Prime Minister Shehbaz Sharif is scheduled to visit Beijing in the first week of November. <box>698 343 920 376</box>
article-number-badge: No #19 <box>698 527 748 543</box>
article-paragraph: Meanwhile, some prominent personalities and former colleagues of Sharif have called on people to respect the family's privacy in this difficult time. <box>238 923 460 939</box>
continued-from-label: Continued from page 1 <box>547 1182 661 1195</box>
continued-from-label: Continued from page 8 <box>777 244 891 257</box>
article-paragraph: Many escorted the convoy carrying the slain journalist's body and shared the visuals on social media. <box>238 882 460 898</box>
article <box>238 731 460 1013</box>
article-paragraph: judicial inquiry. Both the leaders urged the government to fulfill the responsibility in this matter. Punjab CM and the PTI chief expressed their condolences to the bereaved family. <box>698 546 920 570</box>
article-paragraph: The death of the journalist sent shock waves across rights organisations, the media fraternity and civil society and prompted calls for thorough investigation and disclosure of facts. <box>238 589 460 613</box>
article-paragraph: The matter is currently under consideration for final approval by the competent authority. <box>238 980 460 996</box>
article <box>698 1273 920 1367</box>
article-header <box>698 477 920 495</box>
article-paragraph: On the occasion, Vice President female campus, Dr. Samina Malik thanked the first lady for sparing time and joining the conference. She vowed that IIUI would continue such efforts to disseminate peace in the society. Dr. Faryal Ambreen, Incharge, DCW apprised the audience of the aims and objectives of the conference, while she also elaborated the role of DCW and scope of Dawah Academy. <box>8 571 230 612</box>
article-paragraph: "The visit is also expected to advance the wide-ranging bilateral cooperation agenda with the conclusion of a number of MoUs/Agreements in diverse areas, and consolidate the momentum of CPEC cooperation in the wake of the 11th meeting of the CPEC Joint Cooperation Committee (JCC) on October 27, 2022," the FO said. <box>468 874 690 907</box>
